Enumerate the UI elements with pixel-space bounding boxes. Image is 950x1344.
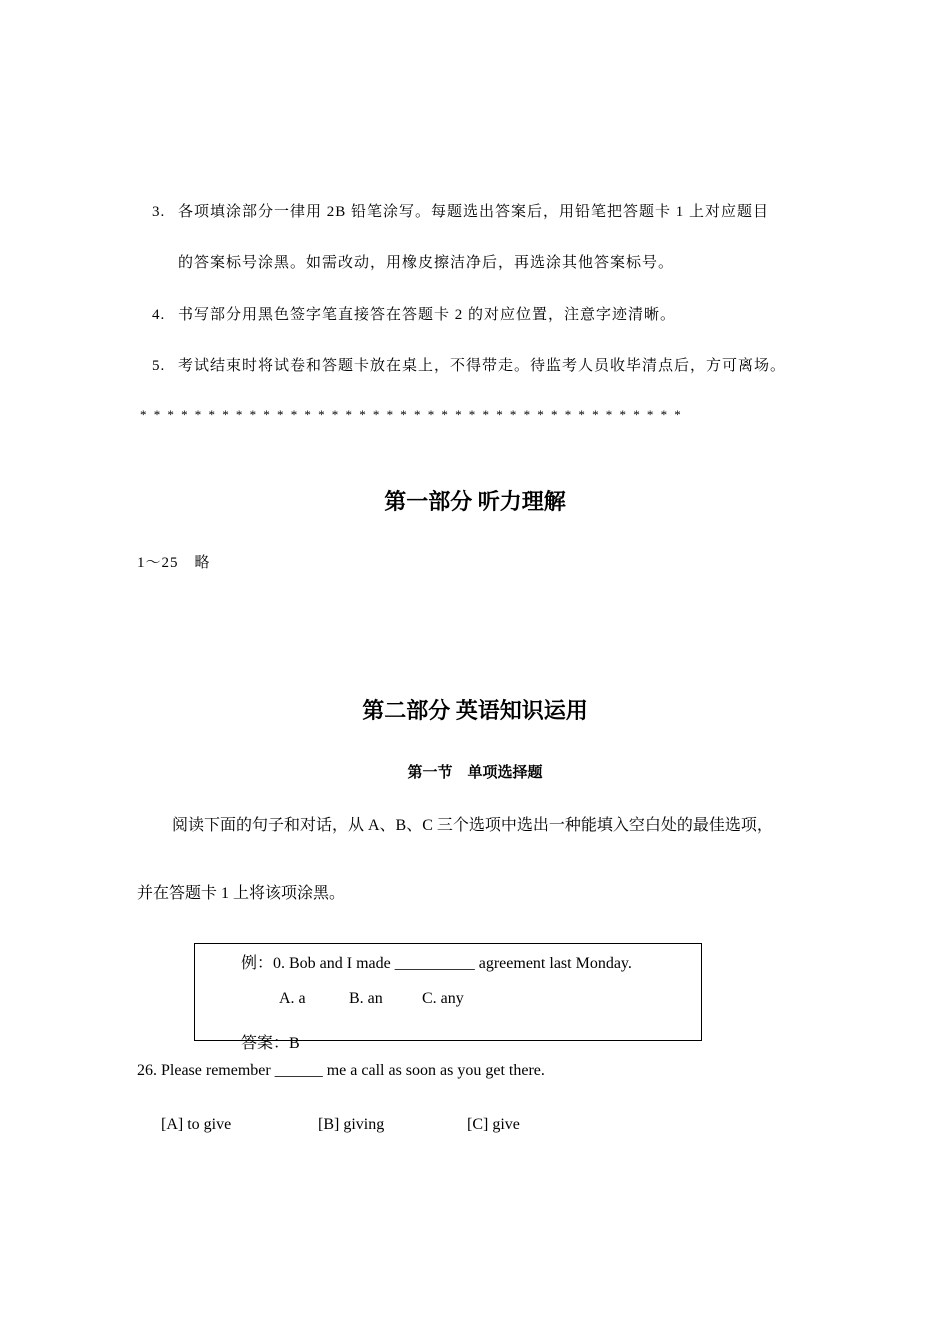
directions-line-1: 阅读下面的句子和对话，从 A、B、C 三个选项中选出一种能填入空白处的最佳选项，	[172, 817, 773, 834]
instruction-number: 3.	[152, 204, 166, 220]
example-option-c: C. any	[422, 990, 464, 1007]
example-option-a: A. a	[279, 990, 306, 1007]
instruction-text: 书写部分用黑色签字笔直接答在答题卡 2 的对应位置，注意字迹清晰。	[178, 307, 677, 323]
example-option-b: B. an	[349, 990, 383, 1007]
question-26-option-b: [B] giving	[318, 1116, 385, 1133]
instruction-4	[152, 303, 676, 324]
instruction-text: 各项填涂部分一律用 2B 铅笔涂写。每题选出答案后，用铅笔把答题卡 1 上对应题目	[178, 204, 770, 220]
example-question: 例：0. Bob and I made __________ agreement last Monday.	[241, 955, 632, 972]
directions-line-2: 并在答题卡 1 上将该项涂黑。	[137, 885, 346, 902]
instruction-3	[152, 200, 769, 221]
instruction-3-continuation: 的答案标号涂黑。如需改动，用橡皮擦洁净后，再选涂其他答案标号。	[178, 255, 675, 271]
question-26-option-c: [C] give	[467, 1116, 520, 1133]
example-box	[194, 943, 702, 1052]
question-26-stem: 26. Please remember ______ me a call as soon as you get there.	[137, 1062, 545, 1079]
example-answer: 答案：B	[241, 1035, 300, 1052]
instruction-text: 考试结束时将试卷和答题卡放在桌上，不得带走。待监考人员收毕清点后，方可离场。	[178, 358, 787, 374]
star-separator: ****************************************	[140, 407, 688, 422]
instruction-number: 4.	[152, 307, 166, 323]
part1-title: 第一部分 听力理解	[384, 489, 566, 514]
question-26-option-a: [A] to give	[161, 1116, 232, 1133]
section-title: 第一节 单项选择题	[407, 765, 543, 781]
instruction-5	[152, 354, 786, 375]
instruction-number: 5.	[152, 358, 166, 374]
part1-range: 1～25 略	[137, 555, 211, 571]
part2-title: 第二部分 英语知识运用	[362, 698, 588, 723]
